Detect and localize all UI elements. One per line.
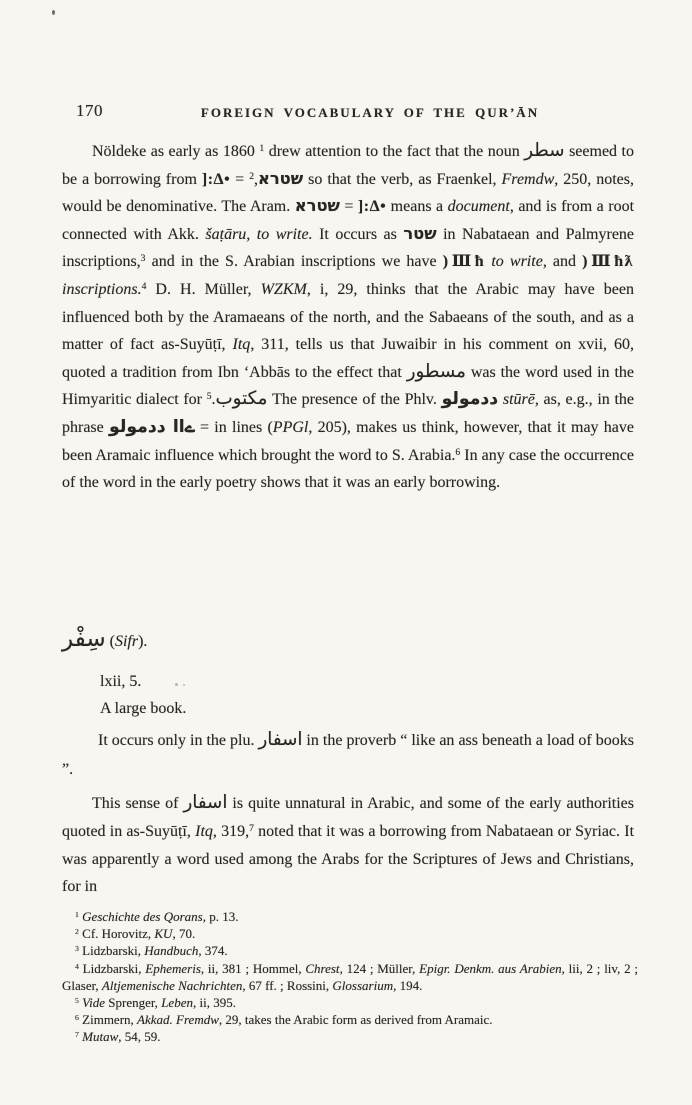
footnote-3: $^3$ Lidzbarski, Handbuch, 374. — [75, 943, 228, 959]
footnotes-block — [62, 908, 638, 1046]
paragraph-sense: This sense of اسفار is quite unnatural in Arabic, and some of the early authorities quoted in as-Suyūṭī, Itq, 319,$^7$ noted that it was a borrowing from Nabataean or Syriac. It was apparently a word used among the Arabs for the Scriptures of Jews and Christians, for in — [62, 792, 635, 896]
page-number: 170 — [76, 101, 103, 120]
scan-speck — [175, 683, 178, 686]
paragraph-satr-etymology: Nöldeke as early as 1860 $^1$ drew attention to the fact that the noun سطر seemed to be a borrowing from ]:Δ• = שטרא,$^2$ so that the verb, as Fraenkel, Fremdw, 250, notes, would be denominative. The Aram. שטרא = ]:Δ• means a document, and is from a root connected with Akk. šaṭāru, to write. It occurs as שטר in Nabataean and Palmyrene inscriptions,$^3$ and in the S. Arabian inscriptions we have )Ⅲħ to write, and )Ⅲħƛ inscriptions.$^4$ D. H. Müller, WZKM, i, 29, thinks that the Arabic may have been influenced both by the Aramaeans of the north, and the Sabaeans of the south, and as a matter of fact as-Suyūṭī, Itq, 311, tells us that Juwaibir in his comment on xvii, 60, quoted a tradition from Ibn ‘Abbās to the effect that مسطور was the word used in the Himyaritic dialect for مكتوب.$^5$ The presence of the Phlv. ددمولو stūrē, as, e.g., in the phrase ےاا ددمولو = in lines (PPGl, 205), makes us think, however, that it may have been Aramaic influence which brought the word to S. Arabia.$^6$ In any case the occurrence of the word in the early poetry shows that it was an early borrowing. — [62, 140, 635, 492]
footnote-5: $^5$ Vide Sprenger, Leben, ii, 395. — [75, 995, 236, 1011]
footnote-6: $^6$ Zimmern, Akkad. Fremdw, 29, takes the Arabic form as derived from Aramaic. — [75, 1012, 493, 1028]
scan-speck — [183, 684, 185, 686]
footnote-7: $^7$ Mutaw, 54, 59. — [75, 1029, 161, 1045]
entry-heading-sifr: سِفْر (Sifr). — [62, 626, 148, 652]
paragraph-occurrence: It occurs only in the plu. اسفار in the proverb “ like an ass beneath a load of books ”. — [62, 729, 635, 778]
footnote-2: $^2$ Cf. Horovitz, KU, 70. — [75, 926, 196, 942]
footnote-4: $^4$ Lidzbarski, Ephemeris, ii, 381 ; Hommel, Chrest, 124 ; Müller, Epigr. Denkm. aus Arabien, lii, 2 ; liv, 2 ; Glaser, Altjemenische Nachrichten, 67 ff. ; Rossini, Glossarium, 194. — [62, 960, 638, 993]
footnote-1: $^1$ Geschichte des Qorans, p. 13. — [75, 909, 239, 924]
gloss-line: A large book. — [100, 700, 187, 717]
scan-speck — [52, 10, 55, 15]
running-title: FOREIGN VOCABULARY OF THE QUR’ĀN — [200, 105, 540, 120]
verse-reference: lxii, 5. — [100, 673, 142, 690]
